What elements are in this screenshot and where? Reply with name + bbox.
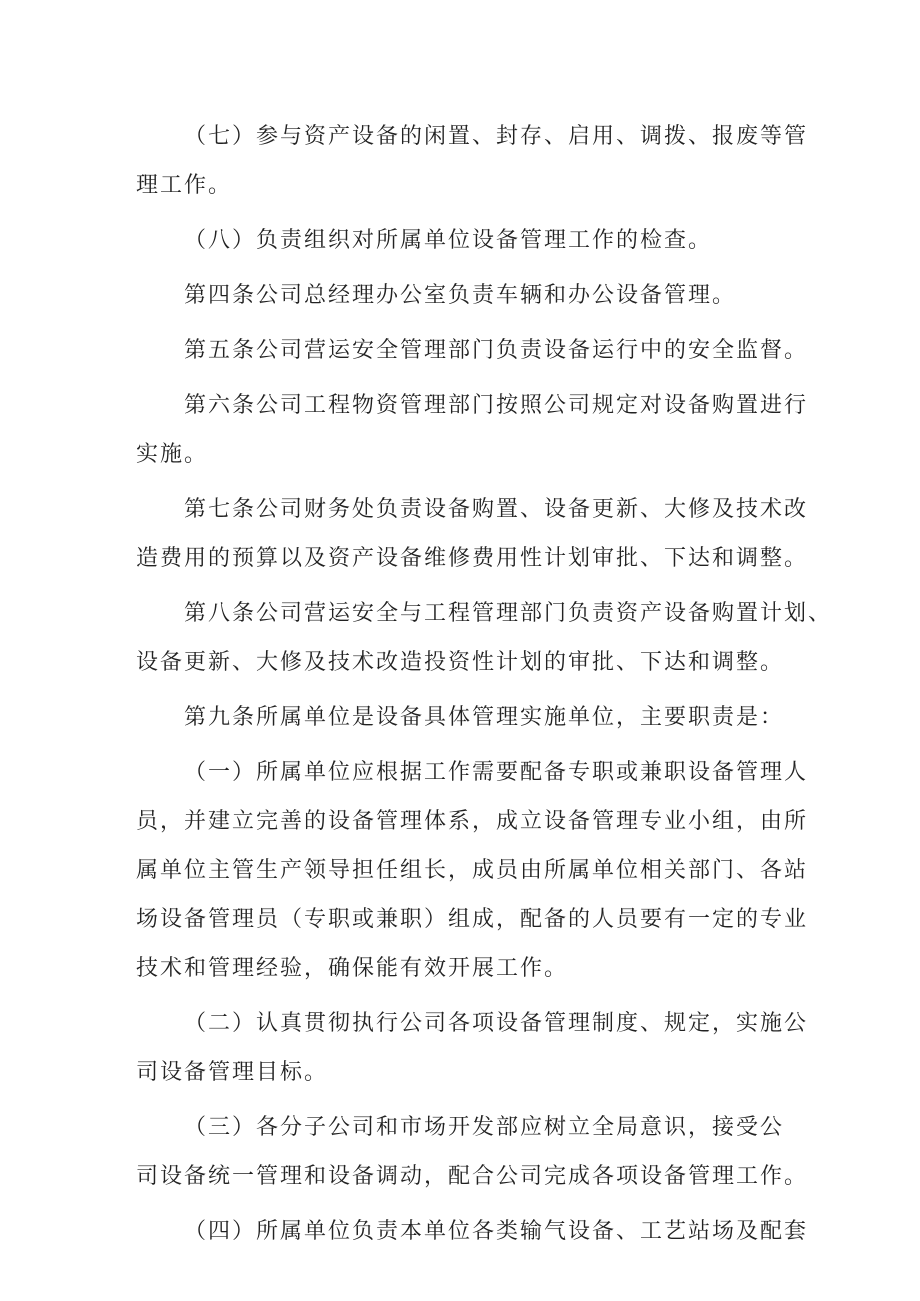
paragraph-7	[136, 112, 809, 210]
article-7	[136, 485, 809, 583]
paragraph-line: 第七条公司财务处负责设备购置、设备更新、大修及技术改	[184, 497, 809, 522]
paragraph-line: 第八条公司营运安全与工程管理部门负责资产设备购置计划、	[184, 601, 833, 626]
paragraph-line: 第五条公司营运安全管理部门负责设备运行中的安全监督。	[184, 338, 809, 363]
paragraph-line: （二）认真贯彻执行公司各项设备管理制度、规定，实施公	[184, 1011, 809, 1036]
document-body	[136, 112, 833, 1256]
item-4	[136, 1207, 809, 1256]
article-4	[136, 271, 796, 320]
paragraph-line: 属单位主管生产领导担任组长，成员由所属单位相关部门、各站	[136, 858, 809, 883]
paragraph-line: 技术和管理经验，确保能有效开展工作。	[136, 956, 569, 981]
paragraph-line: 司设备统一管理和设备调动，配合公司完成各项设备管理工作。	[136, 1164, 809, 1189]
paragraph-line: 设备更新、大修及技术改造投资性计划的审批、下达和调整。	[136, 650, 785, 675]
item-1	[136, 748, 809, 993]
paragraph-line: 理工作。	[136, 173, 233, 198]
paragraph-line: （八）负责组织对所属单位设备管理工作的检查。	[184, 228, 713, 253]
article-8	[136, 589, 833, 687]
article-6	[136, 381, 809, 479]
paragraph-8	[136, 216, 796, 265]
paragraph-line: 司设备管理目标。	[136, 1060, 329, 1085]
paragraph-line: （一）所属单位应根据工作需要配备专职或兼职设备管理人	[184, 760, 809, 785]
paragraph-line: （四）所属单位负责本单位各类输气设备、工艺站场及配套	[184, 1219, 809, 1244]
paragraph-line: 员，并建立完善的设备管理体系，成立设备管理专业小组，由所	[136, 809, 809, 834]
item-3	[136, 1103, 809, 1201]
article-5	[136, 326, 809, 375]
paragraph-line: 造费用的预算以及资产设备维修费用性计划审批、下达和调整。	[136, 546, 809, 571]
paragraph-line: （七）参与资产设备的闲置、封存、启用、调拨、报废等管	[184, 124, 809, 149]
paragraph-line: （三）各分子公司和市场开发部应树立全局意识，接受公	[184, 1115, 785, 1140]
paragraph-line: 场设备管理员（专职或兼职）组成，配备的人员要有一定的专业	[136, 907, 809, 932]
paragraph-line: 第六条公司工程物资管理部门按照公司规定对设备购置进行	[184, 393, 809, 418]
item-2	[136, 999, 809, 1097]
paragraph-line: 第九条所属单位是设备具体管理实施单位，主要职责是：	[184, 705, 785, 730]
paragraph-line: 实施。	[136, 442, 209, 467]
article-9	[136, 693, 796, 742]
paragraph-line: 第四条公司总经理办公室负责车辆和办公设备管理。	[184, 283, 737, 308]
